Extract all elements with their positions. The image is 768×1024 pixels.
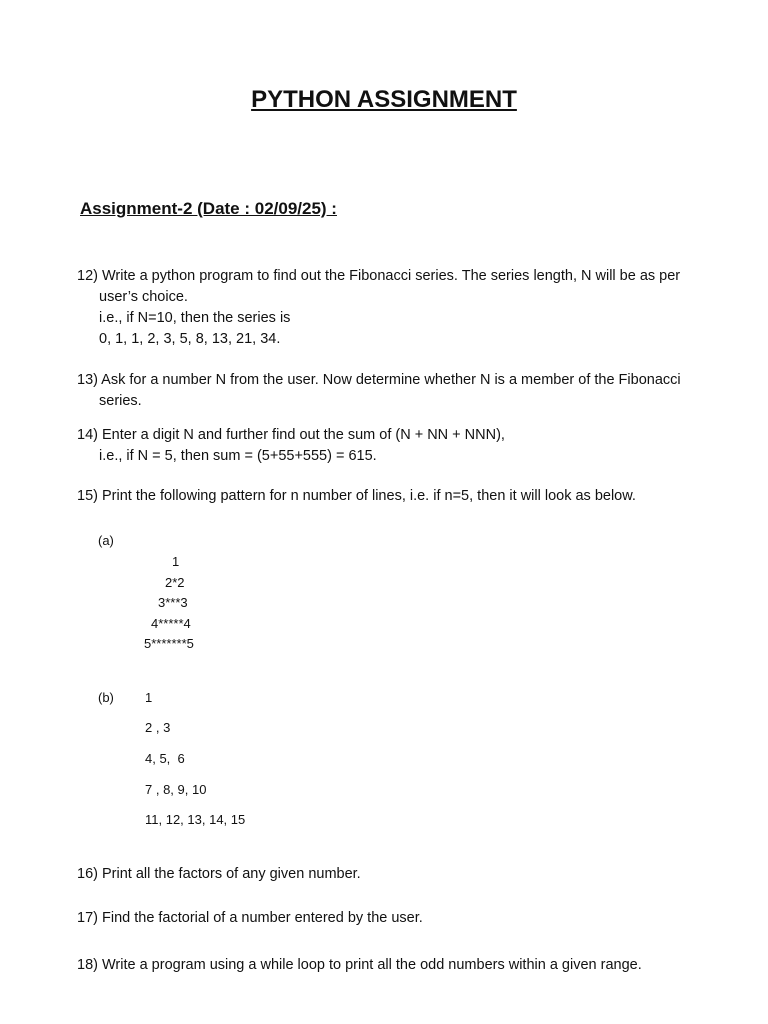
page-title: PYTHON ASSIGNMENT (251, 86, 517, 113)
question-13 (77, 370, 717, 412)
question-14-line-2: i.e., if N = 5, then sum = (5+55+555) = 615. (99, 448, 377, 464)
pattern-b-line: 4, 5, 6 (145, 751, 185, 766)
question-12 (77, 266, 717, 350)
question-13-line-2: series. (99, 393, 142, 409)
pattern-a-line: 3***3 (158, 595, 188, 610)
question-13-line-1: 13) Ask for a number N from the user. Now determine whether N is a member of the Fibonacci (77, 372, 681, 388)
question-12-line-2: user’s choice. (99, 289, 188, 305)
pattern-b-line: 7 , 8, 9, 10 (145, 782, 207, 797)
pattern-a-label: (a) (98, 533, 114, 548)
question-14 (77, 425, 717, 467)
pattern-a-line: 1 (172, 554, 180, 569)
question-14-line-1: 14) Enter a digit N and further find out the sum of (N + NN + NNN), (77, 427, 505, 443)
question-15-line-1: 15) Print the following pattern for n number of lines, i.e. if n=5, then it will look as below. (77, 488, 636, 504)
question-12-line-1: 12) Write a python program to find out the Fibonacci series. The series length, N will be as per (77, 268, 681, 284)
question-15 (77, 486, 717, 507)
pattern-a-line: 4*****4 (151, 616, 191, 631)
pattern-a-line: 2*2 (165, 575, 185, 590)
question-16-line-1: 16) Print all the factors of any given number. (77, 866, 361, 882)
pattern-b-line: 1 (145, 690, 153, 705)
question-17-line-1: 17) Find the factorial of a number entered by the user. (77, 910, 423, 926)
question-16 (77, 864, 717, 885)
question-12-line-3: i.e., if N=10, then the series is (99, 310, 291, 326)
pattern-a-line: 5*******5 (144, 636, 194, 651)
question-12-line-4: 0, 1, 1, 2, 3, 5, 8, 13, 21, 34. (99, 331, 281, 347)
pattern-b-line: 2 , 3 (145, 720, 171, 735)
question-18 (77, 955, 717, 976)
question-18-line-1: 18) Write a program using a while loop to print all the odd numbers within a given range. (77, 957, 642, 973)
question-17 (77, 908, 717, 929)
pattern-b-label: (b) (98, 690, 114, 705)
pattern-b-line: 11, 12, 13, 14, 15 (145, 812, 246, 827)
assignment-heading: Assignment-2 (Date : 02/09/25) : (80, 199, 337, 218)
